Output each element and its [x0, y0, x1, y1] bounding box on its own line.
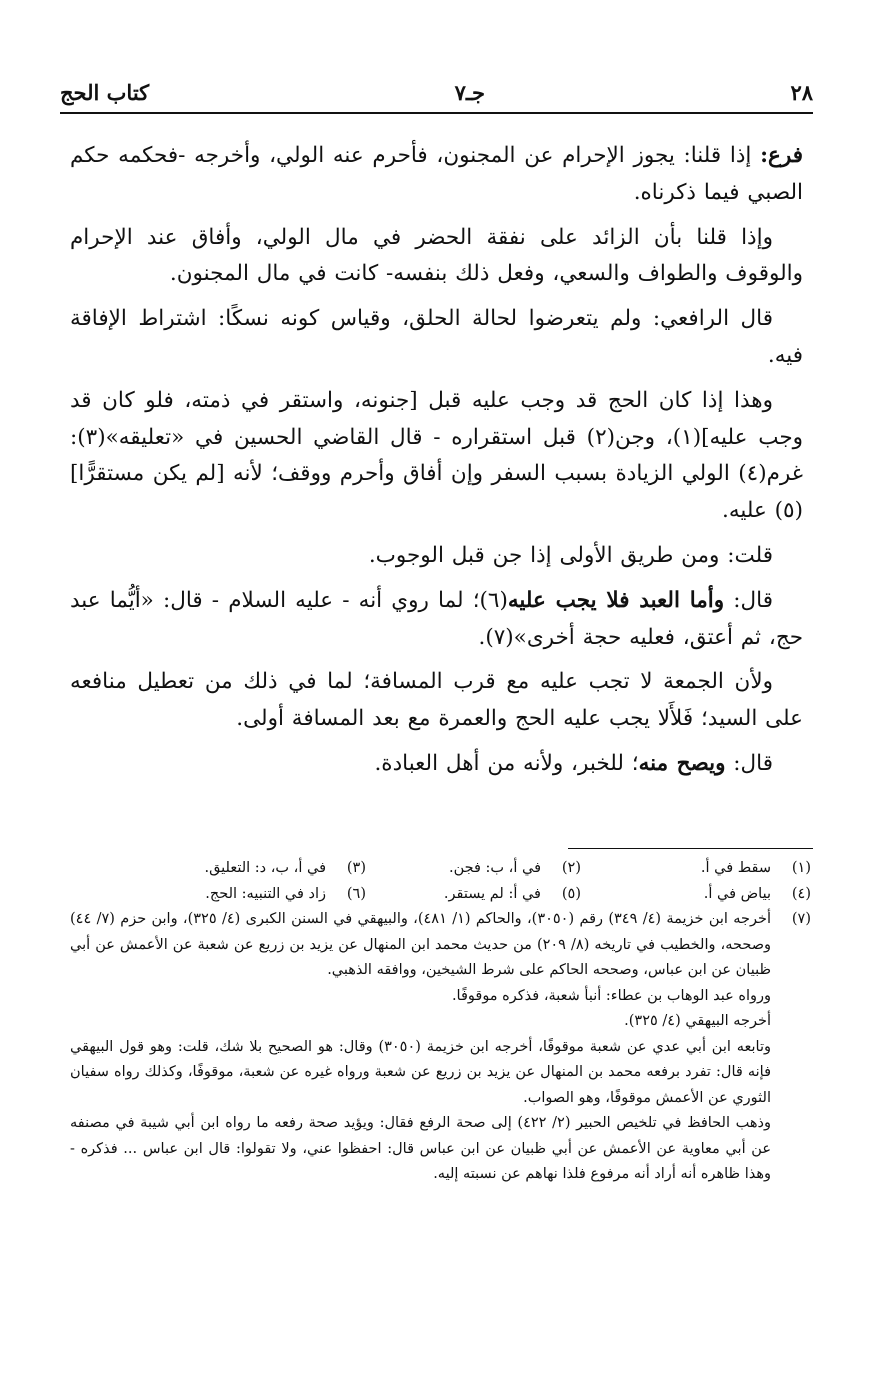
matn-valid: ويصح منه — [638, 750, 726, 776]
volume-label: جـ٧ — [454, 79, 486, 105]
footnote-7-line: ورواه عبد الوهاب بن عطاء: أنبأ شعبة، فذكره موقوفًا. — [451, 987, 771, 1004]
far-text: إذا قلنا: يجوز الإحرام عن المجنون، فأحرم عنه الولي، وأخرجه -فحكمه حكم الصبي فيما ذكرناه. — [70, 143, 803, 205]
running-header — [60, 72, 813, 114]
paragraph-6 — [70, 583, 803, 657]
footnote-7-line: أخرجه البيهقي (٤/ ٣٢٥). — [624, 1013, 771, 1029]
qala-label-2: قال: — [725, 750, 773, 776]
footnote-1: (١) سقط في أ. — [700, 860, 811, 876]
footnote-separator — [568, 848, 813, 849]
footnote-2: (٢) في أ، ب: فجن. — [448, 860, 581, 876]
footnote-row-2 — [70, 882, 811, 908]
paragraph-2: وإذا قلنا بأن الزائد على نفقة الحضر في مال الولي، وأفاق عند الإحرام والوقوف والطواف والسعي، وفعل ذلك بنفسه- كانت في مال المجنون. — [70, 224, 803, 287]
paragraph-far — [70, 138, 803, 212]
footnote-4: (٤) بياض في أ. — [703, 885, 811, 902]
footnote-7-line: وذهب الحافظ في تلخيص الحبير (٢/ ٤٢٢) إلى صحة الرفع فقال: ويؤيد صحة رفعه ما رواه ابن أبي شيبة في مصنفه عن أبي معاوية عن الأعمش عن أبي ظبيان عن ابن عباس قال: احفظوا عني، ولا تقولوا: قال ابن عباس ... فذكره - وهذا ظاهره أنه أراد أنه مرفوع فلذا نهاهم عن نسبته إليه. — [70, 1115, 771, 1182]
footnote-7-line: أخرجه ابن خزيمة (٤/ ٣٤٩) رقم (٣٠٥٠)، والحاكم (١/ ٤٨١)، والبيهقي في السنن الكبرى (٤/ ٣٢٥)، وابن حزم (٧/ ٤٤) وصححه، والخطيب في تاريخه (٨/ ٢٠٩) من حديث محمد ابن المنهال عن يزيد بن زريع عن شعبة عن الأعمش عن أبي ظبيان عن ابن عباس، وصححه الحاكم على شرط الشيخين، ووافقه الذهبي. — [70, 911, 772, 978]
footnote-6: (٦) زاد في التنبيه: الحج. — [205, 885, 366, 902]
footnote-row-1 — [70, 856, 811, 882]
paragraph-4: وهذا إذا كان الحج قد وجب عليه قبل [جنونه، واستقر في ذمته، فلو كان قد وجب عليه](١)، وجن(٢) قبل استقراره - قال القاضي الحسين في «تعليقه»(٣): غرم(٤) الولي الزيادة بسبب السفر وإن أفاق وأحرم ووقف؛ لأنه [لم يكن مستقرًّا](٥) عليه. — [70, 387, 803, 524]
matn-slave: وأما العبد فلا يجب عليه — [507, 587, 725, 613]
book-title: كتاب الحج — [60, 79, 150, 105]
qala-label: قال: — [724, 587, 774, 613]
footnote-7-body — [70, 907, 771, 1188]
paragraph-5: قلت: ومن طريق الأولى إذا جن قبل الوجوب. — [368, 542, 773, 568]
paragraph-8 — [70, 746, 803, 783]
paragraph-8-text: ؛ للخبر، ولأنه من أهل العبادة. — [374, 750, 639, 776]
main-text — [70, 138, 803, 791]
footnote-5: (٥) في أ: لم يستقر. — [443, 885, 581, 902]
footnote-3: (٣) في أ، ب، د: التعليق. — [204, 860, 366, 876]
paragraph-7: ولأن الجمعة لا تجب عليه مع قرب المسافة؛ لما في ذلك من تعطيل منافعه على السيد؛ فَلأَلا يجب عليه الحج والعمرة مع بعد المسافة أولى. — [70, 669, 803, 732]
footnote-7: (٧) أخرجه ابن خزيمة (٤/ ٣٤٩) رقم (٣٠٥٠)، والحاكم (١/ ٤٨١)، والبيهقي في السنن الكبرى (٤/ ٣٢٥)، وابن حزم (٧/ ٤٤) وصححه، والخطيب في تاريخه (٨/ ٢٠٩) من حديث محمد ابن المنهال عن يزيد بن زريع عن شعبة عن الأعمش عن أبي ظبيان عن ابن عباس، وصححه الحاكم على شرط الشيخين، ووافقه الذهبي. ورواه عبد الوهاب بن عطاء: أنبأ شعبة، فذكره موقوفًا. أخرجه البيهقي (٤/ ٣٢٥). وتابعه ابن أبي عدي عن شعبة موقوفًا، أخرجه ابن خزيمة (٣٠٥٠) وقال: هو الصحيح بلا شك، قلت: وهو قول البيهقي فإنه قال: تفرد برفعه محمد بن المنهال عن يزيد بن زريع عن شعبة ورواه غيره عن شعبة، موقوفًا، وكذلك رواه سفيان الثوري عن الأعمش موقوفًا، وهو الصواب. وذهب الحافظ في تلخيص الحبير (٢/ ٤٢٢) إلى صحة الرفع فقال: ويؤيد صحة رفعه ما رواه ابن أبي شيبة في مصنفه عن أبي معاوية عن الأعمش عن أبي ظبيان عن ابن عباس قال: احفظوا عني، ولا تقولوا: قال ابن عباس ... فذكره - وهذا ظاهره أنه أراد أنه مرفوع فلذا نهاهم عن نسبته إليه. — [70, 907, 811, 1188]
paragraph-3: قال الرافعي: ولم يتعرضوا لحالة الحلق، وقياس كونه نسكًا: اشتراط الإفاقة فيه. — [70, 306, 803, 368]
far-label: فرع: — [760, 143, 803, 168]
page-number: ٢٨ — [790, 79, 813, 105]
footnote-7-line: وتابعه ابن أبي عدي عن شعبة موقوفًا، أخرجه ابن خزيمة (٣٠٥٠) وقال: هو الصحيح بلا شك، قلت: وهو قول البيهقي فإنه قال: تفرد برفعه محمد بن المنهال عن يزيد بن زريع عن شعبة ورواه غيره عن شعبة، موقوفًا، وكذلك رواه سفيان الثوري عن الأعمش موقوفًا، وهو الصواب. — [70, 1038, 771, 1106]
paragraph-6-text: (٦)؛ لما روي أنه - عليه السلام - قال: «أيُّما عبد حج، ثم أعتق، فعليه حجة أخرى»(٧). — [70, 587, 803, 650]
footnotes — [70, 856, 811, 1188]
